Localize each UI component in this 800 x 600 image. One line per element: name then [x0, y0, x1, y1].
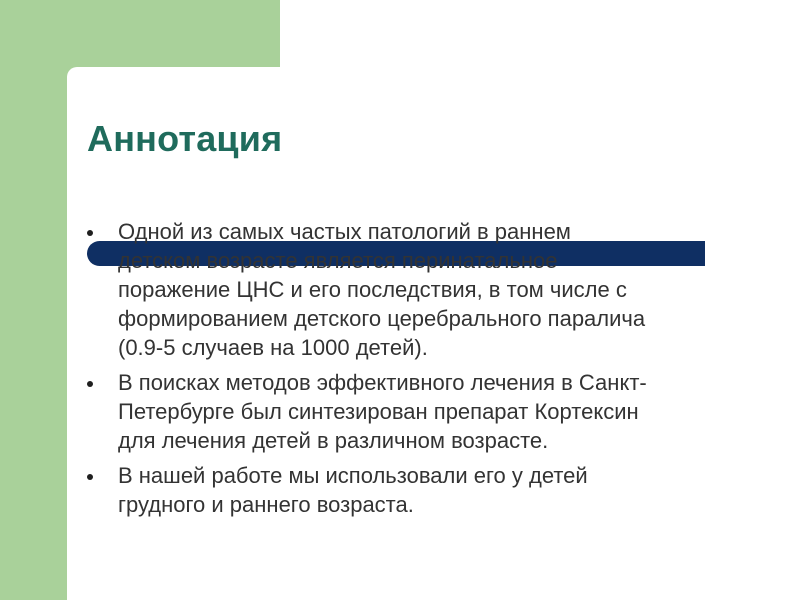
bullet-line: для лечения детей в различном возрасте. [118, 428, 549, 453]
bullet-line: грудного и раннего возраста. [118, 492, 414, 517]
bullet-list [86, 217, 776, 525]
bullet-line: Петербурге был синтезирован препарат Кортексин [118, 399, 639, 424]
bullet-line: Одной из самых частых патологий в раннем [118, 219, 571, 244]
bullet-item [86, 368, 776, 455]
bullet-line: поражение ЦНС и его последствия, в том числе с [118, 277, 627, 302]
slide-title: Аннотация [87, 118, 283, 159]
bullet-item [86, 461, 776, 519]
bullet-dot-icon [87, 474, 93, 480]
background-green-strip [0, 0, 67, 600]
bullet-dot-icon [87, 381, 93, 387]
bullet-line: детском возрасте является перинатальное [118, 248, 558, 273]
bullet-dot-icon [87, 230, 93, 236]
bullet-item [86, 217, 776, 362]
bullet-line: формированием детского церебрального паралича [118, 306, 646, 331]
bullet-line: В поисках методов эффективного лечения в Санкт- [118, 370, 647, 395]
bullet-line: В нашей работе мы использовали его у детей [118, 463, 588, 488]
bullet-line: (0.9-5 случаев на 1000 детей). [118, 335, 428, 360]
